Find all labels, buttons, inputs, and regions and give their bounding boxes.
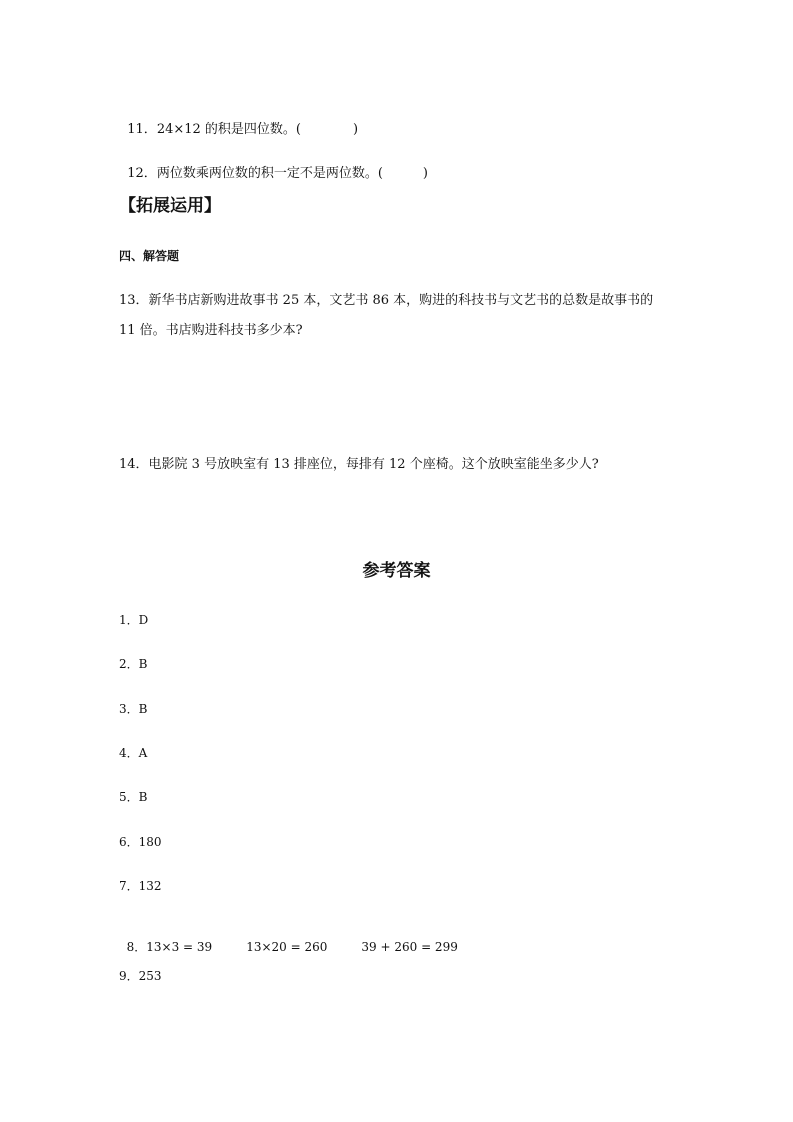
answer-8-step-2: 13×20 = 260 xyxy=(246,940,328,954)
question-11-number: 11． xyxy=(127,122,157,137)
question-11 xyxy=(119,103,358,139)
answers-title: 参考答案 xyxy=(362,561,431,581)
question-13-line-2: 11 倍。书店购进科技书多少本? xyxy=(119,323,303,338)
question-13-line-1: 13．新华书店新购进故事书 25 本，文艺书 86 本，购进的科技书与文艺书的总数是故事书的 xyxy=(119,293,654,308)
question-12-number: 12． xyxy=(127,166,157,181)
answer-2: 2．B xyxy=(119,657,148,671)
section-four-heading: 四、解答题 xyxy=(119,249,180,263)
answer-8 xyxy=(119,923,458,955)
question-12 xyxy=(119,147,428,183)
answer-4: 4．A xyxy=(119,746,148,760)
answer-5: 5．B xyxy=(119,790,148,804)
answer-7: 7．132 xyxy=(119,879,162,893)
answer-3: 3．B xyxy=(119,702,148,716)
question-11-text: 24×12 的积是四位数。( xyxy=(156,122,301,137)
answer-8-step-3: 39 + 260 = 299 xyxy=(361,940,458,954)
answer-6: 6．180 xyxy=(119,835,162,849)
answer-1: 1．D xyxy=(119,613,149,627)
question-12-text: 两位数乘两位数的积一定不是两位数。( xyxy=(156,166,383,181)
question-12-close: ) xyxy=(422,166,428,181)
question-14: 14．电影院 3 号放映室有 13 排座位，每排有 12 个座椅。这个放映室能坐多少人? xyxy=(119,457,599,472)
answer-9: 9．253 xyxy=(119,969,162,983)
section-extension-heading: 【拓展运用】 xyxy=(119,196,221,216)
answer-8-step-1: 8．13×3 = 39 xyxy=(126,940,213,954)
question-11-close: ) xyxy=(353,122,359,137)
